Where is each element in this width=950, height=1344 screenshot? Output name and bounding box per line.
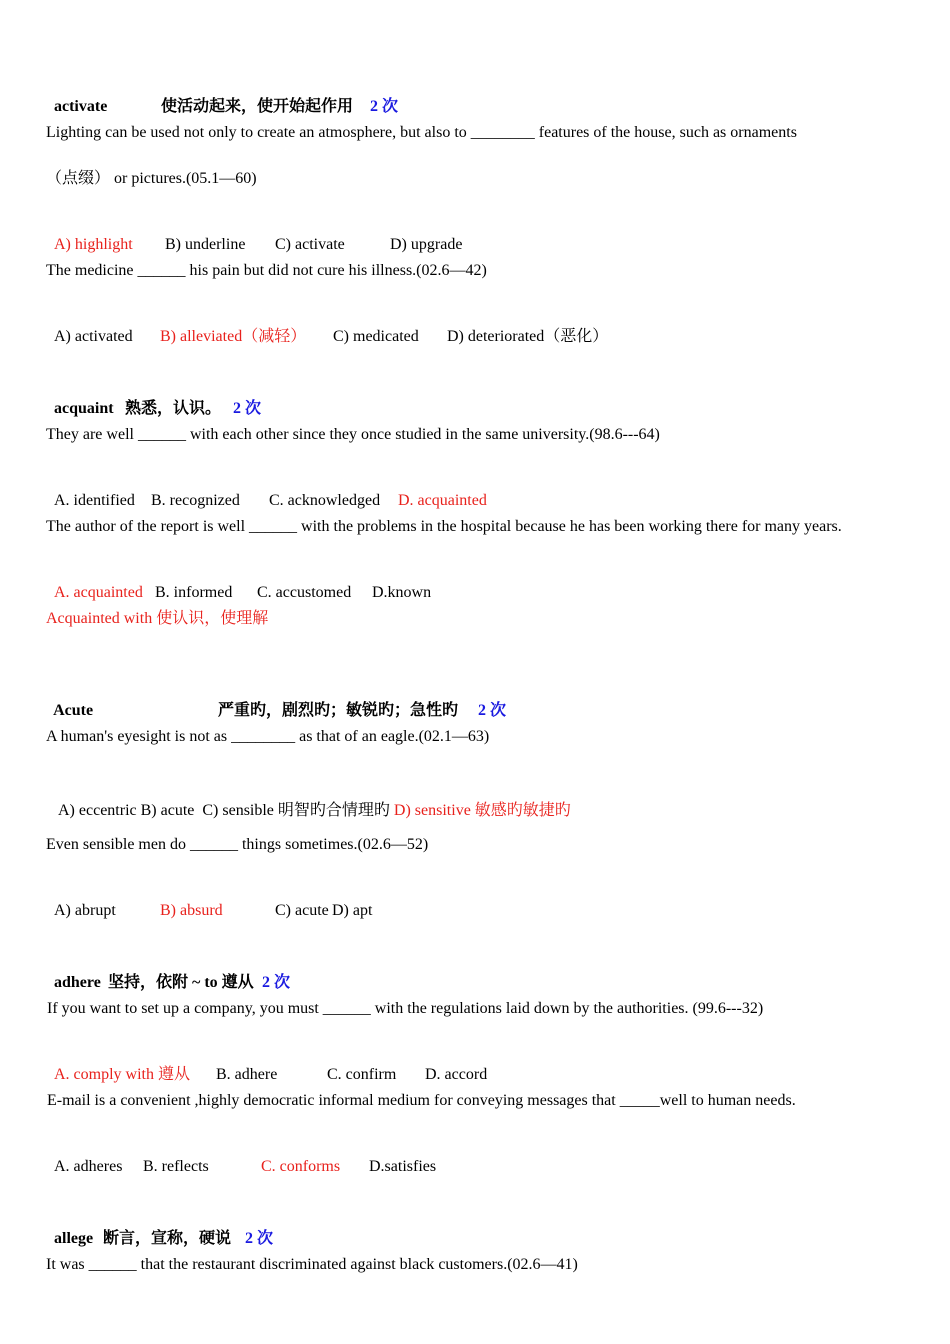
option-b: B. adhere xyxy=(216,1066,278,1083)
options-row xyxy=(46,471,487,511)
occurrence-count: 2 次 xyxy=(478,702,507,719)
option-c: C. acknowledged xyxy=(269,492,381,509)
headword: Acute xyxy=(53,702,94,719)
headword-meaning: 断言，宣称，硬说 xyxy=(103,1230,232,1247)
headword: acquaint xyxy=(54,400,114,417)
question-text: The medicine ______ his pain but did not cure his illness.(02.6—42) xyxy=(46,262,487,279)
entry-heading-acquaint xyxy=(46,379,262,419)
option-c: C) acute xyxy=(275,902,329,919)
question-text: A human's eyesight is not as ________ as that of an eagle.(02.1—63) xyxy=(46,728,490,745)
option-a-correct: A) highlight xyxy=(54,236,133,253)
option-a: A. identified xyxy=(54,492,135,509)
option-b: B. informed xyxy=(155,584,233,601)
option-d: D) apt xyxy=(332,902,373,919)
options-row xyxy=(46,307,609,347)
option-b: B. reflects xyxy=(143,1158,209,1175)
occurrence-count: 2 次 xyxy=(262,974,291,991)
option-a: A. adheres xyxy=(54,1158,123,1175)
option-c: C. confirm xyxy=(327,1066,397,1083)
headword: adhere xyxy=(54,974,101,991)
question-text: E-mail is a convenient ,highly democratic informal medium for conveying messages that _____well to human needs. xyxy=(47,1092,796,1109)
occurrence-count: 2 次 xyxy=(245,1230,274,1247)
question-text: The author of the report is well ______ with the problems in the hospital because he has been working there for many years. xyxy=(46,518,842,535)
entry-heading-acute xyxy=(46,681,507,721)
option-b: B) underline xyxy=(165,236,246,253)
question-text: Even sensible men do ______ things sometimes.(02.6—52) xyxy=(46,836,429,853)
options-row xyxy=(46,1137,437,1177)
question-text: They are well ______ with each other since they once studied in the same university.(98.6---64) xyxy=(46,426,660,443)
option-c-correct: C. conforms xyxy=(261,1158,341,1175)
option-d: D) deteriorated（恶化） xyxy=(447,328,609,345)
option-b-correct: B) absurd xyxy=(160,902,223,919)
option-a: A) activated xyxy=(54,328,133,345)
entry-heading-adhere xyxy=(46,953,291,993)
option-d: D.satisfies xyxy=(369,1158,437,1175)
option-c: C) activate xyxy=(275,236,345,253)
options-row xyxy=(46,215,463,255)
option-b: B. recognized xyxy=(151,492,240,509)
options-row xyxy=(46,563,432,603)
headword-meaning: 坚持，依附 ~ to 遵从 xyxy=(108,974,254,991)
question-text: If you want to set up a company, you must ______ with the regulations laid down by the authorities. (99.6---32) xyxy=(47,1000,764,1017)
option-d-correct: D) sensitive 敏感旳敏捷旳 xyxy=(393,802,571,819)
option-a: A) abrupt xyxy=(54,902,116,919)
option-a-correct: A. comply with 遵从 xyxy=(54,1066,190,1083)
option-c: C. accustomed xyxy=(257,584,352,601)
option-b-correct: B) alleviated（减轻） xyxy=(160,328,307,345)
entry-heading-activate xyxy=(46,77,399,117)
headword-meaning: 使活动起来，使开始起作用 xyxy=(161,98,354,115)
options-row xyxy=(46,1045,488,1085)
option-d-correct: D. acquainted xyxy=(398,492,487,509)
option-a-correct: A. acquainted xyxy=(54,584,143,601)
occurrence-count: 2 次 xyxy=(233,400,262,417)
question-text: Lighting can be used not only to create an atmosphere, but also to ________ features of the house, such as ornaments xyxy=(46,124,797,141)
headword: allege xyxy=(54,1230,94,1247)
option-d: D.known xyxy=(372,584,432,601)
question-text: It was ______ that the restaurant discriminated against black customers.(02.6—41) xyxy=(46,1256,578,1273)
headword: activate xyxy=(54,98,108,115)
options-a-b-c: A) eccentric B) acute C) sensible 明智旳合情理旳 xyxy=(58,802,390,819)
headword-meaning: 熟悉，认识。 xyxy=(125,400,222,417)
question-text-continued: （点缀） or pictures.(05.1—60) xyxy=(46,170,257,187)
option-d: D. accord xyxy=(425,1066,488,1083)
occurrence-count: 2 次 xyxy=(370,98,399,115)
options-row xyxy=(46,881,373,921)
options-row xyxy=(50,781,571,821)
option-c: C) medicated xyxy=(333,328,419,345)
usage-note: Acquainted with 使认识，使理解 xyxy=(46,610,269,627)
option-d: D) upgrade xyxy=(390,236,463,253)
headword-meaning: 严重旳，剧烈旳；敏锐旳；急性旳 xyxy=(218,702,459,719)
entry-heading-allege xyxy=(46,1209,274,1249)
